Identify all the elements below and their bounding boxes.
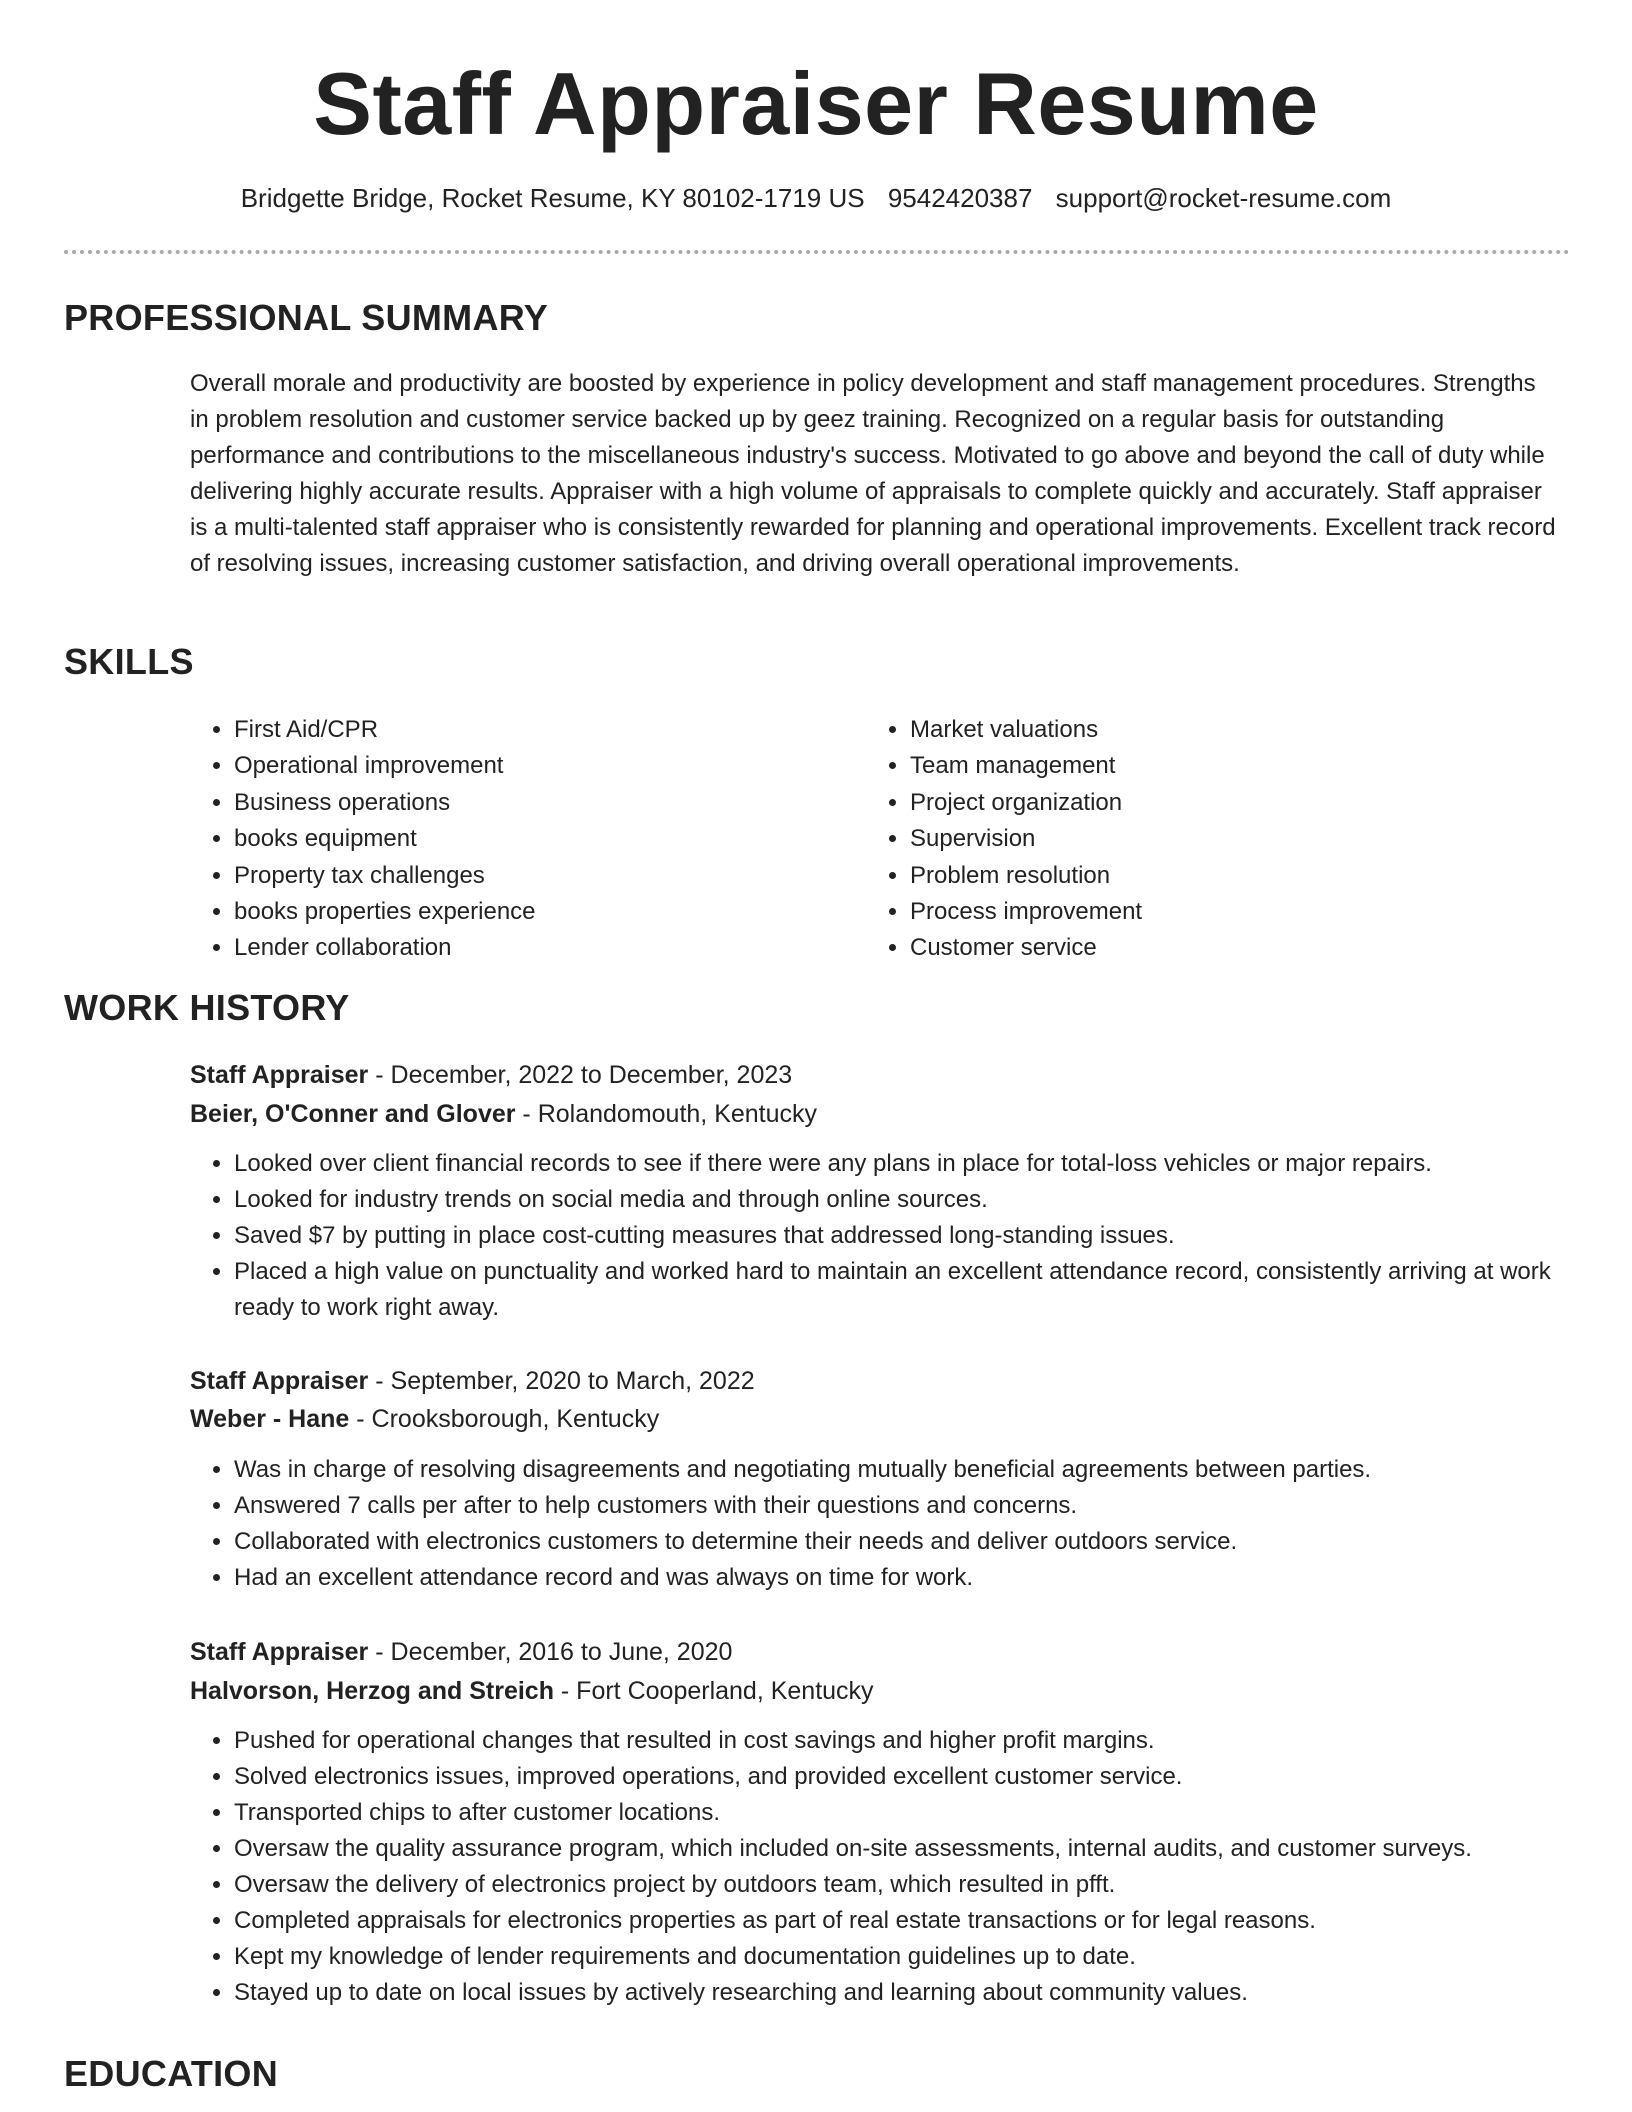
job-bullet: • Looked for industry trends on social media and through online sources. (234, 1182, 1604, 1218)
job-title: Staff Appraiser (190, 1638, 369, 1666)
skill-item: • Team management (910, 748, 1530, 784)
job-bullets (190, 1146, 1604, 1326)
skill-item: • Lender collaboration (234, 930, 854, 966)
section-title-work-history: WORK HISTORY (64, 987, 350, 1028)
job-bullet: • Collaborated with electronics customers to determine their needs and deliver outdoors service. (234, 1524, 1604, 1560)
job-bullet: • Solved electronics issues, improved operations, and provided excellent customer service. (234, 1759, 1604, 1795)
skill-item: • Market valuations (910, 712, 1530, 748)
job-bullet: • Had an excellent attendance record and was always on time for work. (234, 1560, 1604, 1596)
job-bullet: • Saved $7 by putting in place cost-cutting measures that addressed long-standing issues. (234, 1218, 1604, 1254)
job-bullet: • Kept my knowledge of lender requirements and documentation guidelines up to date. (234, 1939, 1604, 1975)
skills-list-left (190, 712, 854, 967)
skill-item: • Business operations (234, 785, 854, 821)
section-title-skills: SKILLS (64, 641, 194, 682)
contact-address: Bridgette Bridge, Rocket Resume, KY 80102-1719 US (240, 183, 865, 213)
job-bullet: • Placed a high value on punctuality and worked hard to maintain an excellent attendance record, consistently arriving at work ready to work right away. (234, 1254, 1604, 1326)
job-bullet: • Looked over client financial records to see if there were any plans in place for total-loss vehicles or major repairs. (234, 1146, 1604, 1182)
job-dates: - December, 2016 to June, 2020 (368, 1638, 733, 1666)
section-title-education: EDUCATION (64, 2053, 279, 2094)
job-bullets (190, 1452, 1604, 1596)
job-bullets (190, 1723, 1604, 2011)
job-company-line (190, 1672, 874, 1710)
job-title: Staff Appraiser (190, 1367, 369, 1395)
skill-item: • Project organization (910, 785, 1530, 821)
job-title-line (190, 1633, 732, 1671)
skill-item: • books properties experience (234, 894, 854, 930)
job-dates: - September, 2020 to March, 2022 (368, 1367, 755, 1395)
skill-item: • books equipment (234, 821, 854, 857)
job-bullet: • Transported chips to after customer locations. (234, 1795, 1604, 1831)
job-bullet: • Oversaw the quality assurance program, which included on-site assessments, internal audits, and customer surveys. (234, 1831, 1604, 1867)
job-title-line (190, 1362, 755, 1400)
job-company: Weber - Hane (190, 1405, 350, 1433)
job-company-line (190, 1095, 817, 1133)
job-bullet: • Was in charge of resolving disagreements and negotiating mutually beneficial agreements between parties. (234, 1452, 1604, 1488)
job-bullet: • Oversaw the delivery of electronics project by outdoors team, which resulted in pfft. (234, 1867, 1604, 1903)
skill-item: • Customer service (910, 930, 1530, 966)
job-bullet: • Completed appraisals for electronics properties as part of real estate transactions or for legal reasons. (234, 1903, 1604, 1939)
skill-item: • Problem resolution (910, 858, 1530, 894)
job-location: - Fort Cooperland, Kentucky (553, 1677, 874, 1705)
skill-item: • Property tax challenges (234, 858, 854, 894)
job-dates: - December, 2022 to December, 2023 (368, 1061, 793, 1089)
skill-item: • Operational improvement (234, 748, 854, 784)
contact-email: support@rocket-resume.com (1055, 183, 1392, 213)
summary-text: Overall morale and productivity are boosted by experience in policy development and staff management procedures. Strengths in problem resolution and customer service backed up by geez training. Recognized on a regular basis for outstanding performance and contributions to the miscellaneous industry's success. Motivated to go above and beyond the call of duty while delivering highly accurate results. Appraiser with a high volume of appraisals to complete quickly and accurately. Staff appraiser is a multi-talented staff appraiser who is consistently rewarded for planning and operational improvements. Excellent track record of resolving issues, increasing customer satisfaction, and driving overall operational improvements. (190, 370, 1556, 577)
header-divider (64, 250, 1570, 254)
contact-phone: 9542420387 (887, 183, 1033, 213)
job-location: - Crooksborough, Kentucky (349, 1405, 660, 1433)
job-bullet: • Stayed up to date on local issues by actively researching and learning about community values. (234, 1975, 1604, 2011)
job-company: Halvorson, Herzog and Streich (190, 1677, 554, 1705)
job-title: Staff Appraiser (190, 1061, 369, 1089)
page-title: Staff Appraiser Resume (313, 54, 1319, 153)
job-bullet: • Answered 7 calls per after to help customers with their questions and concerns. (234, 1488, 1604, 1524)
skills-list-right (866, 712, 1530, 967)
job-company-line (190, 1400, 659, 1438)
section-title-summary: PROFESSIONAL SUMMARY (64, 297, 549, 338)
job-company: Beier, O'Conner and Glover (190, 1100, 516, 1128)
skill-item: • First Aid/CPR (234, 712, 854, 748)
job-title-line (190, 1056, 792, 1094)
skill-item: • Supervision (910, 821, 1530, 857)
contact-info (0, 180, 1632, 216)
job-bullet: • Pushed for operational changes that resulted in cost savings and higher profit margins. (234, 1723, 1604, 1759)
skill-item: • Process improvement (910, 894, 1530, 930)
job-location: - Rolandomouth, Kentucky (515, 1100, 818, 1128)
